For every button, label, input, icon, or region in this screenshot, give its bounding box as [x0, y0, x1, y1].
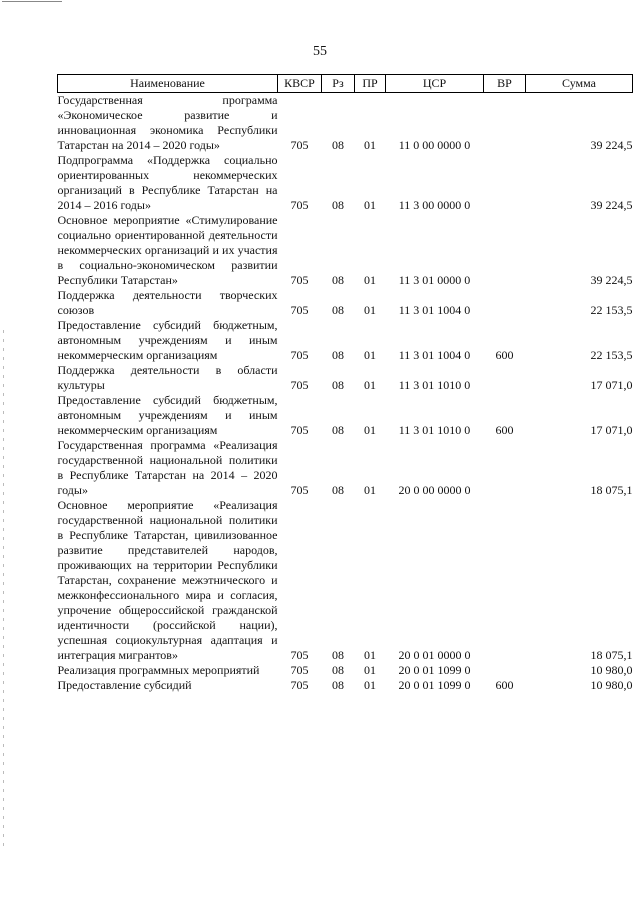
row-name: Государственная программа «Экономическое развитие и инновационная экономика Республики Татарстан на 2014 – 2020 годы»	[57, 93, 278, 152]
row-pr: 01	[364, 348, 376, 362]
header-pr: ПР	[355, 75, 386, 93]
row-vr	[484, 288, 526, 318]
row-csr: 20 0 01 0000 0	[398, 648, 471, 662]
table-row	[58, 213, 633, 288]
row-name: Предоставление субсидий	[57, 678, 192, 692]
row-sum: 18 075,1	[590, 648, 633, 662]
table-row	[58, 318, 633, 363]
row-vr	[484, 213, 526, 288]
header-rz: Рз	[322, 75, 355, 93]
row-csr: 11 3 00 0000 0	[398, 198, 471, 212]
row-rz: 08	[332, 678, 344, 692]
row-rz: 08	[332, 378, 344, 392]
row-kvsr: 705	[290, 273, 309, 287]
row-csr: 11 3 01 1010 0	[398, 423, 471, 437]
row-pr: 01	[364, 663, 376, 677]
row-rz: 08	[332, 423, 344, 437]
row-pr: 01	[364, 678, 376, 692]
row-kvsr: 705	[290, 423, 309, 437]
row-kvsr: 705	[290, 483, 309, 497]
row-name: Предоставление субсидий бюджетным, автономным учреждениям и иным некоммерческим организациям	[57, 318, 278, 362]
row-csr: 11 3 01 0000 0	[398, 273, 471, 287]
row-sum: 10 980,0	[590, 678, 633, 692]
table-row	[58, 363, 633, 393]
row-csr: 11 3 01 1004 0	[398, 303, 471, 317]
row-vr	[484, 93, 526, 154]
row-kvsr: 705	[290, 378, 309, 392]
row-sum: 17 071,0	[590, 378, 633, 392]
row-sum: 39 224,5	[590, 138, 633, 152]
row-rz: 08	[332, 663, 344, 677]
row-sum: 22 153,5	[590, 303, 633, 317]
row-vr	[484, 663, 526, 678]
row-csr: 11 0 00 0000 0	[398, 138, 471, 152]
row-vr	[484, 498, 526, 663]
row-csr: 20 0 01 1099 0	[398, 678, 471, 692]
table-row	[58, 678, 633, 693]
row-sum: 22 153,5	[590, 348, 633, 362]
header-csr: ЦСР	[386, 75, 484, 93]
row-kvsr: 705	[290, 663, 309, 677]
row-vr: 600	[495, 423, 514, 437]
row-name: Государственная программа «Реализация государственной национальной политики в Республике Татарстан на 2014 – 2020 годы»	[57, 438, 278, 497]
row-rz: 08	[332, 348, 344, 362]
budget-table	[57, 74, 633, 693]
row-csr: 11 3 01 1010 0	[398, 378, 471, 392]
row-kvsr: 705	[290, 198, 309, 212]
table-header-row	[58, 75, 633, 93]
row-vr	[484, 153, 526, 213]
table-row	[58, 498, 633, 663]
header-name: Наименование	[58, 75, 278, 93]
row-vr: 600	[495, 678, 514, 692]
row-vr: 600	[495, 348, 514, 362]
row-csr: 11 3 01 1004 0	[398, 348, 471, 362]
row-kvsr: 705	[290, 678, 309, 692]
header-vr: ВР	[484, 75, 526, 93]
row-rz: 08	[332, 303, 344, 317]
row-sum: 18 075,1	[590, 483, 633, 497]
table-body	[58, 93, 633, 694]
row-pr: 01	[364, 483, 376, 497]
row-rz: 08	[332, 138, 344, 152]
row-name: Поддержка деятельности творческих союзов	[57, 288, 278, 317]
page-number: 55	[313, 44, 327, 59]
scan-edge-line	[2, 1, 62, 2]
row-rz: 08	[332, 648, 344, 662]
row-pr: 01	[364, 378, 376, 392]
row-name: Поддержка деятельности в области культуры	[57, 363, 278, 392]
table-row	[58, 153, 633, 213]
row-name: Предоставление субсидий бюджетным, автономным учреждениям и иным некоммерческим организациям	[57, 393, 278, 437]
row-vr	[484, 438, 526, 498]
row-kvsr: 705	[290, 648, 309, 662]
row-pr: 01	[364, 648, 376, 662]
table-row	[58, 438, 633, 498]
table-row	[58, 393, 633, 438]
row-kvsr: 705	[290, 348, 309, 362]
row-csr: 20 0 01 1099 0	[398, 663, 471, 677]
row-sum: 17 071,0	[590, 423, 633, 437]
row-pr: 01	[364, 138, 376, 152]
row-rz: 08	[332, 273, 344, 287]
row-sum: 39 224,5	[590, 198, 633, 212]
header-kvsr: КВСР	[278, 75, 322, 93]
header-sum: Сумма	[526, 75, 633, 93]
row-name: Основное мероприятие «Реализация государственной национальной политики в Республике Татарстан, цивилизованное развитие представителей народов, проживающих на территории Республики Татарстан, сохранение межэтнического и межконфессионального мира и согласия, упрочение общероссийской гражданской идентичности (российской нации), успешная социокультурная адаптация и интеграция мигрантов»	[57, 498, 278, 662]
row-pr: 01	[364, 273, 376, 287]
row-name: Реализация программных мероприятий	[57, 663, 260, 677]
table-row	[58, 93, 633, 154]
row-kvsr: 705	[290, 303, 309, 317]
row-sum: 10 980,0	[590, 663, 633, 677]
row-pr: 01	[364, 198, 376, 212]
row-name: Основное мероприятие «Стимулирование социально ориентированной деятельности некоммерческих организаций и их участия в социально-экономическом развитии Республики Татарстан»	[57, 213, 278, 287]
row-rz: 08	[332, 483, 344, 497]
row-pr: 01	[364, 303, 376, 317]
row-sum: 39 224,5	[590, 273, 633, 287]
scan-edge-dots	[3, 330, 4, 850]
row-pr: 01	[364, 423, 376, 437]
row-csr: 20 0 00 0000 0	[398, 483, 471, 497]
row-name: Подпрограмма «Поддержка социально ориентированных некоммерческих организаций в Республике Татарстан на 2014 – 2016 годы»	[57, 153, 278, 212]
row-vr	[484, 363, 526, 393]
row-rz: 08	[332, 198, 344, 212]
table-row	[58, 663, 633, 678]
table-row	[58, 288, 633, 318]
row-kvsr: 705	[290, 138, 309, 152]
